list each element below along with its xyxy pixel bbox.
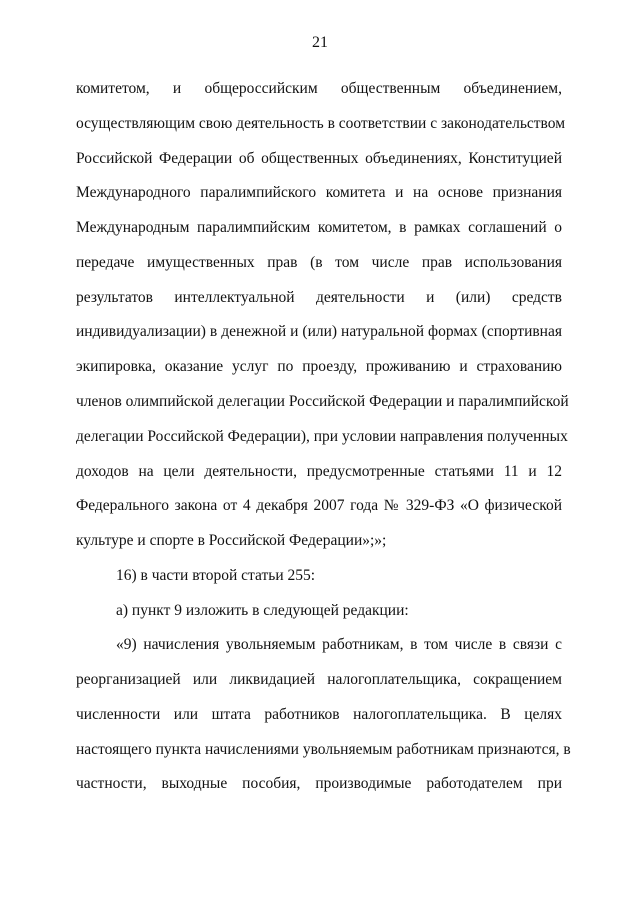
text-line-2: осуществляющим свою деятельность в соответствии с законодательством <box>76 115 566 132</box>
text-line-19: численности или штата работников налогоплательщика. В целях <box>76 706 562 723</box>
text-line-5: Международным паралимпийским комитетом, в рамках соглашений о <box>76 219 562 236</box>
text-line-7: результатов интеллектуальной деятельности и (или) средств <box>76 289 562 306</box>
text-line-20: настоящего пункта начислениями увольняемым работникам признаются, в <box>76 741 571 758</box>
text-line-17: «9) начисления увольняемым работникам, в том числе в связи с <box>116 636 562 653</box>
text-line-8: индивидуализации) в денежной и (или) натуральной формах (спортивная <box>76 323 562 340</box>
text-line-4: Международного паралимпийского комитета и на основе признания <box>76 184 562 201</box>
text-line-6: передаче имущественных прав (в том числе прав использования <box>76 254 562 271</box>
text-line-14: культуре и спорте в Российской Федерации»;»; <box>76 532 387 549</box>
text-line-16: а) пункт 9 изложить в следующей редакции: <box>116 602 409 619</box>
text-line-18: реорганизацией или ликвидацией налогоплательщика, сокращением <box>76 671 562 688</box>
page-number: 21 <box>312 34 328 51</box>
text-line-11: делегации Российской Федерации), при условии направления полученных <box>76 428 568 445</box>
text-line-12: доходов на цели деятельности, предусмотренные статьями 11 и 12 <box>76 463 562 480</box>
text-line-9: экипировка, оказание услуг по проезду, проживанию и страхованию <box>76 358 562 375</box>
text-line-1: комитетом, и общероссийским общественным объединением, <box>76 80 562 97</box>
text-line-13: Федерального закона от 4 декабря 2007 года № 329-ФЗ «О физической <box>76 497 562 514</box>
text-line-15: 16) в части второй статьи 255: <box>116 567 316 584</box>
text-line-21: частности, выходные пособия, производимые работодателем при <box>76 775 562 792</box>
text-line-10: членов олимпийской делегации Российской Федерации и паралимпийской <box>76 393 569 410</box>
text-line-3: Российской Федерации об общественных объединениях, Конституцией <box>76 150 562 167</box>
